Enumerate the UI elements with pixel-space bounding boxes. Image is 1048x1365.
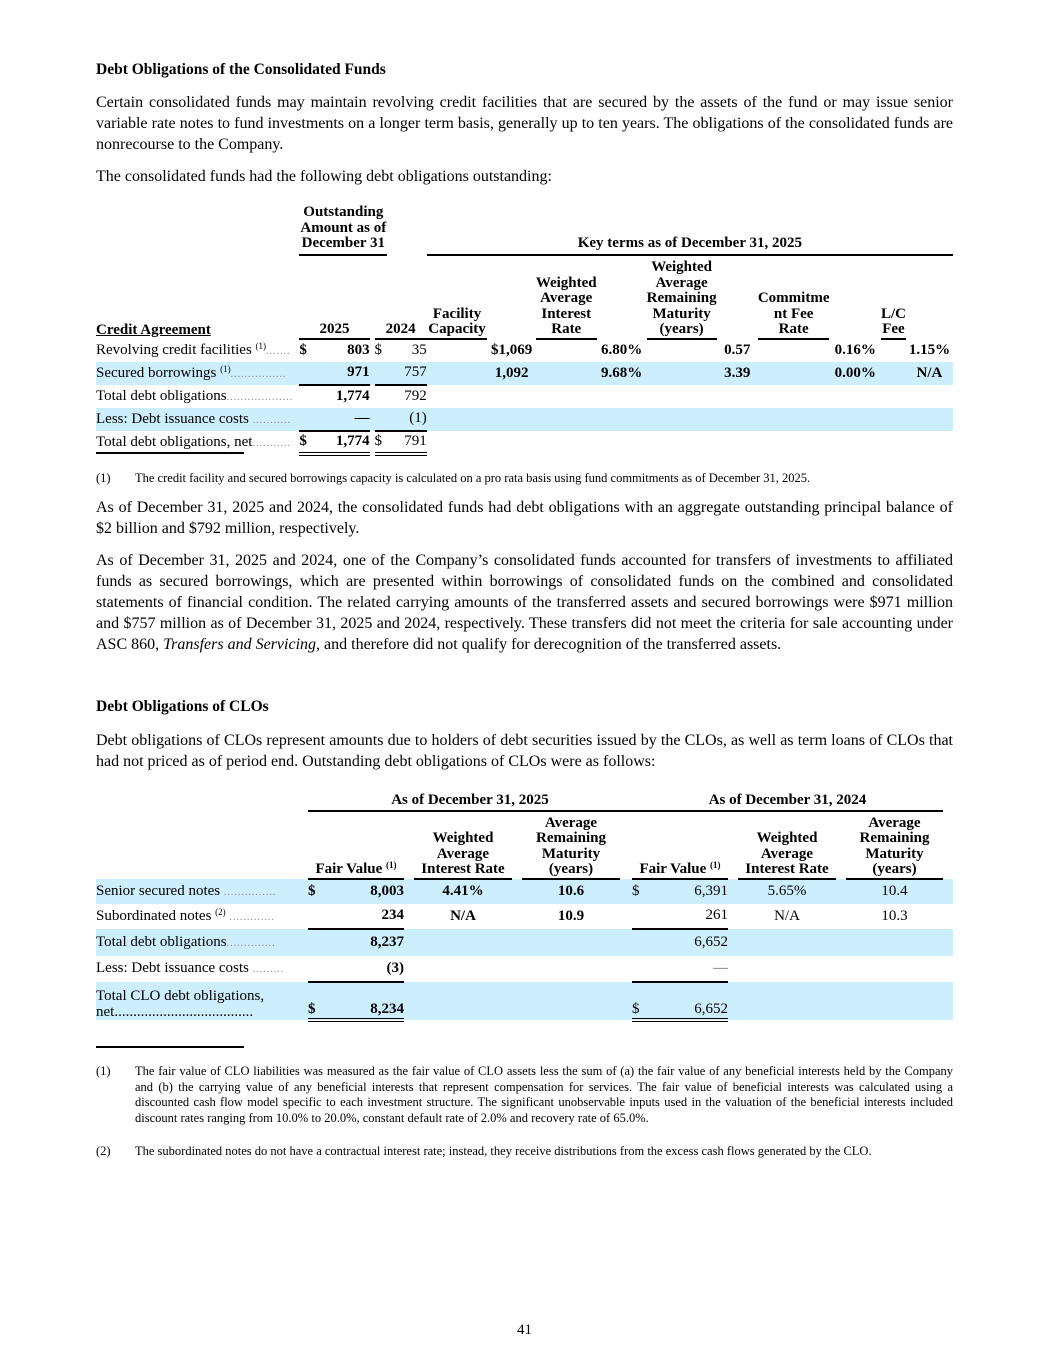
maturity-2025: 10.9 — [557, 907, 585, 924]
row-label: Less: Debt issuance costs — [96, 410, 249, 427]
column-header-2024: 2024 — [375, 255, 427, 339]
maturity-2024: 10.4 — [881, 883, 908, 899]
consolidated-funds-debt-table — [96, 205, 953, 456]
table-row: Senior secured notes ............... $ 8,003 4.41% 10.6 $ 6,391 5.65% 10.4 — [96, 879, 953, 904]
table-row: Total CLO debt obligations, net..................................... $ 8,234 $ 6,652 — [96, 982, 953, 1020]
group-header-2025: As of December 31, 2025 — [308, 793, 632, 811]
paragraph-table-intro: The consolidated funds had the following debt obligations outstanding: — [96, 168, 552, 185]
paragraph-aggregate-principal: As of December 31, 2025 and 2024, the consolidated funds had debt obligations with an aggregate outstanding principal balance of $2 billion and $792 million, respectively. — [96, 499, 953, 537]
row-label: Total debt obligations, net — [96, 433, 253, 450]
interest-rate-2025: N/A — [450, 907, 476, 924]
fair-value-2025: 8,237 — [370, 934, 404, 950]
interest-rate-2024: N/A — [774, 907, 800, 924]
row-label: Total debt obligations — [96, 933, 227, 950]
column-header-interest-rate-2025: Weighted Average Interest Rate — [414, 811, 512, 879]
commitment-fee: 0.16% — [834, 341, 876, 358]
column-header-remaining-maturity: Weighted Average Remaining Maturity (years) — [647, 255, 717, 339]
interest-rate: 9.68% — [601, 364, 643, 381]
interest-rate: 6.80% — [601, 341, 643, 358]
commitment-fee: 0.00% — [834, 364, 876, 381]
row-label: Subordinated notes — [96, 907, 212, 924]
column-header-facility-capacity: Facility Capacity — [427, 255, 488, 339]
column-header-interest-rate-2024: Weighted Average Interest Rate — [738, 811, 836, 879]
paragraph-intro: Certain consolidated funds may maintain revolving credit facilities that are secured by the assets of the fund or may issue senior variable rate notes to fund investments on a longer term basis, generally up to ten years. The obligations of the consolidated funds are nonrecourse to the Company. — [96, 94, 953, 153]
table-row: Total debt obligations, net........... $ 1,774 $ 791 — [96, 431, 953, 454]
maturity-2024: 10.3 — [881, 907, 908, 924]
column-header-credit-agreement: Credit Agreement — [96, 321, 211, 338]
value-2025: 1,774 — [312, 431, 370, 454]
table-row: Total debt obligations................... 1,774 792 — [96, 385, 953, 408]
interest-rate-2024: 5.65% — [767, 883, 807, 899]
value-2024: 35 — [411, 342, 427, 358]
column-header-fair-value-2024: Fair Value $^{(1)}$ — [632, 811, 728, 879]
remaining-maturity: 0.57 — [724, 341, 751, 358]
row-label: Total debt obligations — [96, 387, 227, 404]
row-label: Total CLO debt obligations, net — [96, 987, 265, 1020]
footnote-divider — [96, 1046, 244, 1048]
section-heading-consolidated-funds: Debt Obligations of the Consolidated Funds — [96, 61, 386, 78]
fair-value-2025: 8,003 — [370, 883, 404, 899]
fair-value-2024: 6,652 — [694, 934, 728, 950]
lc-fee: N/A — [916, 364, 943, 381]
row-label: Secured borrowings — [96, 364, 217, 381]
group-header-outstanding: Outstanding Amount as of December 31 — [299, 205, 387, 255]
row-label: Senior secured notes — [96, 882, 221, 899]
fair-value-2024: — — [652, 956, 728, 982]
footnote-clo-1: (1) The fair value of CLO liabilities was measured as the fair value of CLO assets less the sum of (a) the fair value of any beneficial interests held by the Company and (b) the carrying value of any beneficial interests that represent compensation for services. The fair value of beneficial interests was calculated using a discounted cash flow model specific to each investment structure. The significant unobservable inputs used in the valuation of the beneficial interests included discount rates ranging from 10.0% to 20.0%, constant default rate of 2.0% and recovery rate of 65.0%. — [96, 1064, 953, 1125]
table-row: Less: Debt issuance costs ........... — (1) — [96, 408, 953, 431]
table-row: Less: Debt issuance costs ......... (3) — — [96, 956, 953, 982]
fair-value-2025: 8,234 — [328, 982, 404, 1020]
clo-debt-table — [96, 793, 953, 1022]
footnote-clo-2: (2) The subordinated notes do not have a contractual interest rate; instead, they receive distributions from the excess cash flows generated by the CLO. — [96, 1144, 872, 1158]
column-header-commitment-fee: Commitme nt Fee Rate — [758, 255, 830, 339]
footnote-1: (1) The credit facility and secured borrowings capacity is calculated on a pro rata basis using fund commitments as of December 31, 2025. — [96, 471, 811, 485]
remaining-maturity: 3.39 — [724, 364, 751, 381]
fair-value-2024: 6,391 — [694, 883, 728, 899]
row-label: Less: Debt issuance costs — [96, 960, 249, 976]
value-2025: 803 — [347, 342, 370, 358]
fair-value-2025: (3) — [328, 956, 404, 982]
table-row: Secured borrowings $^{(1)}$................ 971 757 1,092 9.68% 3.39 0.00% N/A — [96, 362, 953, 385]
interest-rate-2025: 4.41% — [442, 883, 484, 899]
facility-capacity: $1,069 — [490, 341, 533, 358]
column-header-interest-rate: Weighted Average Interest Rate — [536, 255, 597, 339]
value-2024: 792 — [404, 388, 427, 404]
column-header-lc-fee: L/C Fee — [881, 255, 906, 339]
fair-value-2024: 261 — [652, 904, 728, 929]
section-heading-clos: Debt Obligations of CLOs — [96, 698, 269, 715]
fair-value-2025: 234 — [328, 904, 404, 929]
value-2024: 791 — [387, 431, 426, 454]
paragraph-clo-intro: Debt obligations of CLOs represent amounts due to holders of debt securities issued by the CLOs, as well as term loans of CLOs that had not priced as of period end. Outstanding debt obligations of CLOs were as follows: — [96, 732, 953, 770]
column-header-2025: 2025 — [299, 255, 369, 339]
row-label: Revolving credit facilities — [96, 341, 252, 358]
value-2025: — — [312, 408, 370, 431]
column-header-maturity-2024: Average Remaining Maturity (years) — [846, 811, 943, 879]
table-row: Revolving credit facilities $^{(1)}$....... $ 803 $ 35 $1,069 6.80% 0.57 0.16% 1.15% — [96, 339, 953, 362]
facility-capacity: 1,092 — [494, 364, 529, 381]
table-row: Subordinated notes $^{(2)}$ ............. 234 N/A 10.9 261 N/A 10.3 — [96, 904, 953, 929]
column-header-fair-value-2025: Fair Value $^{(1)}$ — [308, 811, 404, 879]
group-header-2024: As of December 31, 2024 — [632, 793, 943, 811]
fair-value-2024: 6,652 — [652, 982, 728, 1020]
lc-fee: 1.15% — [908, 341, 951, 358]
column-header-maturity-2025: Average Remaining Maturity (years) — [522, 811, 620, 879]
value-2025: 971 — [312, 362, 370, 385]
maturity-2025: 10.6 — [557, 883, 585, 899]
page-number: 41 — [517, 1322, 532, 1338]
value-2025: 1,774 — [335, 388, 370, 404]
value-2024: (1) — [387, 408, 426, 431]
paragraph-secured-borrowings: As of December 31, 2025 and 2024, one of the Company’s consolidated funds accounted for transfers of investments to affiliated funds as secured borrowings, which are presented within borrowings of consolidated funds on the combined and consolidated statements of financial condition. The related carrying amounts of the transferred assets and secured borrowings were $971 million and $757 million as of December 31, 2025 and 2024, respectively. These transfers did not meet the criteria for sale accounting under ASC 860, Transfers and Servicing, and therefore did not qualify for derecognition of the transferred assets. — [96, 552, 953, 653]
group-header-key-terms: Key terms as of December 31, 2025 — [427, 205, 953, 255]
footnote-divider — [96, 452, 244, 454]
table-row: Total debt obligations.............. 8,237 6,652 — [96, 929, 953, 956]
value-2024: 757 — [387, 362, 426, 385]
